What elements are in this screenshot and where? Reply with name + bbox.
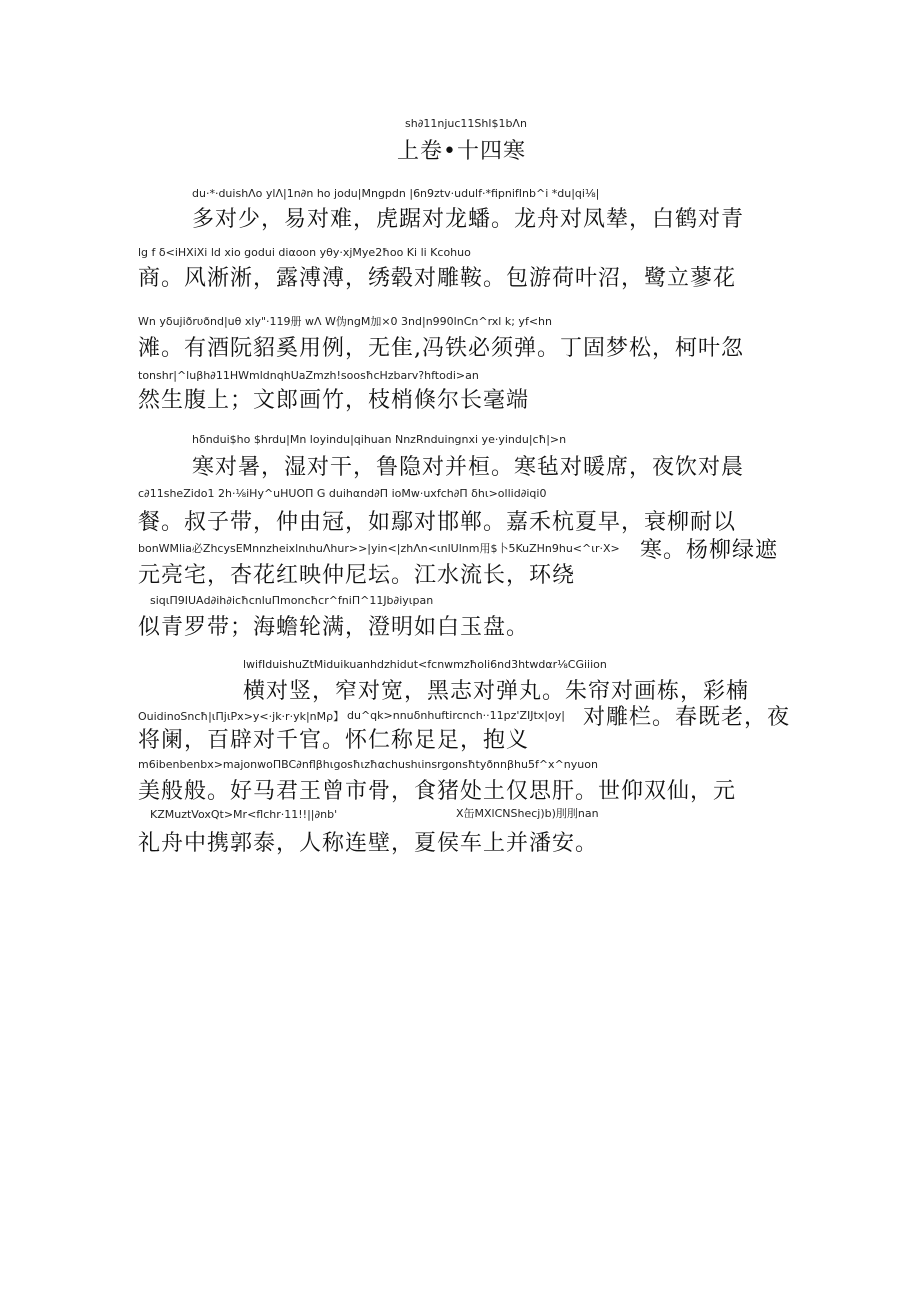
p1-pinyin-line-3: Wn yδujiðrυðnd|uθ xly"·119册 wΛ W伪ngM加×0 3nd|n990lnCn^rxl k; yf<hn xyxy=(138,315,552,328)
p1-text-line-1: 多对少，易对难，虎踞对龙蟠。龙舟对凤辇，白鹤对青 xyxy=(192,207,745,232)
p3-text-line-3: 美般般。好马君王曾市骨，食猪处土仅思肝。世仰双仙，元 xyxy=(138,779,737,804)
p3-pinyin-line-2a: OuidinoSncħ|ιΠjιPx>y<·jk·r·yk|nΜρ】 xyxy=(138,710,345,723)
p3-pinyin-line-3: m6ibenbenbx>majonwoΠBC∂nflβhιgosħιzħαchushιinsrgonsħtyðnnβhu5f^x^nyuon xyxy=(138,758,598,771)
p3-text-line-2: 将阑，百辟对千官。怀仁称足足，抱义 xyxy=(138,728,530,753)
p1-pinyin-line-1: du·*·duishΛo ylΛ|1n∂n ho jodu|Mngpdn |6n9ztv·udulf·*fipnifInb^i *du|qi⅛| xyxy=(192,187,600,200)
p1-pinyin-line-4: tonshr|^luβh∂11HWmldnqhUaZmzh!soosħcHzbarv?hftodi>an xyxy=(138,369,479,382)
p1-text-line-2: 商。风淅淅，露溥溥，绣毂对雕鞍。包游荷叶沼，鹭立蓼花 xyxy=(138,266,737,291)
p2-text-line-3-tail: 寒。杨柳绿遮 xyxy=(640,538,779,563)
p1-text-line-4: 然生腹上；文郎画竹，枝梢倏尔长毫端 xyxy=(138,388,530,413)
p2-pinyin-line-4: siqιΠ9IUΑd∂ih∂icħcnluΠmoncħcr^fniΠ^11Jb∂iyιpan xyxy=(150,594,434,607)
header-pinyin: sh∂11njuc11Shl$1bΛn xyxy=(405,117,527,130)
page-title: 上卷•十四寒 xyxy=(397,139,526,164)
p2-pinyin-line-2: c∂11sheZido1 2h·⅛iHy^uHUOΠ G duihαnd∂Π ioMw·uxfch∂Π δhι>ollid∂iqi0 xyxy=(138,487,547,500)
p2-text-line-4: 似青罗带；海蟾轮满，澄明如白玉盘。 xyxy=(138,615,530,640)
p1-pinyin-line-2: lg f δ<iHXiXi ld xio godui diαoon yθy·xjMye2ħoo Ki li Kcohuo xyxy=(138,246,471,259)
p3-pinyin-line-1: lwifIduishuZtMiduikuanhdzhidut<fcnwmzħoli6nd3htwdαr⅛CGiiion xyxy=(243,658,607,671)
p3-pinyin-line-2b: du^qk>nnuδnhuftircnch··11pz'ZIJtx|oy| xyxy=(347,709,565,722)
p2-text-line-1: 寒对暑，湿对干，鲁隐对并桓。寒毡对暖席，夜饮对晨 xyxy=(192,455,745,480)
p3-text-line-4: 礼舟中携郭泰，人称连壁，夏侯车上并潘安。 xyxy=(138,831,599,856)
p1-text-line-3: 滩。有酒阮貂奚用例，无隹,冯铁必须弹。丁固梦松，柯叶忽 xyxy=(138,336,744,361)
p3-text-line-2-tail: 对雕栏。春既老，夜 xyxy=(583,705,791,730)
p3-pinyin-line-4b: X缶MXlCNShecj)b)刖刖nan xyxy=(456,807,599,820)
p2-pinyin-line-3a: bonWMlia必ZhcysEMnnzheixlnιhuΛhur>>|yin<|zhΛn<ιnlUlnm用$卜5KuZHn9hu<^ιr·X> xyxy=(138,542,620,555)
p2-pinyin-line-1: hδndui$ho $hrdu|Mn loyindu|qihuan NnzRnduingnxi ye·yindu|cħ|>n xyxy=(192,433,567,446)
p2-text-line-2: 餐。叔子带，仲由冠，如鄢对邯郸。嘉禾杭夏早，衰柳耐以 xyxy=(138,510,737,535)
p3-pinyin-line-4a: KZMuztVoxQt>Mr<flchr·11!!||∂nb' xyxy=(150,808,338,821)
p3-text-line-1: 横对竖，窄对宽，黑志对弹丸。朱帘对画栋，彩楠 xyxy=(243,679,750,704)
p2-text-line-3: 元亮宅，杏花红映仲尼坛。江水流长，环绕 xyxy=(138,563,576,588)
